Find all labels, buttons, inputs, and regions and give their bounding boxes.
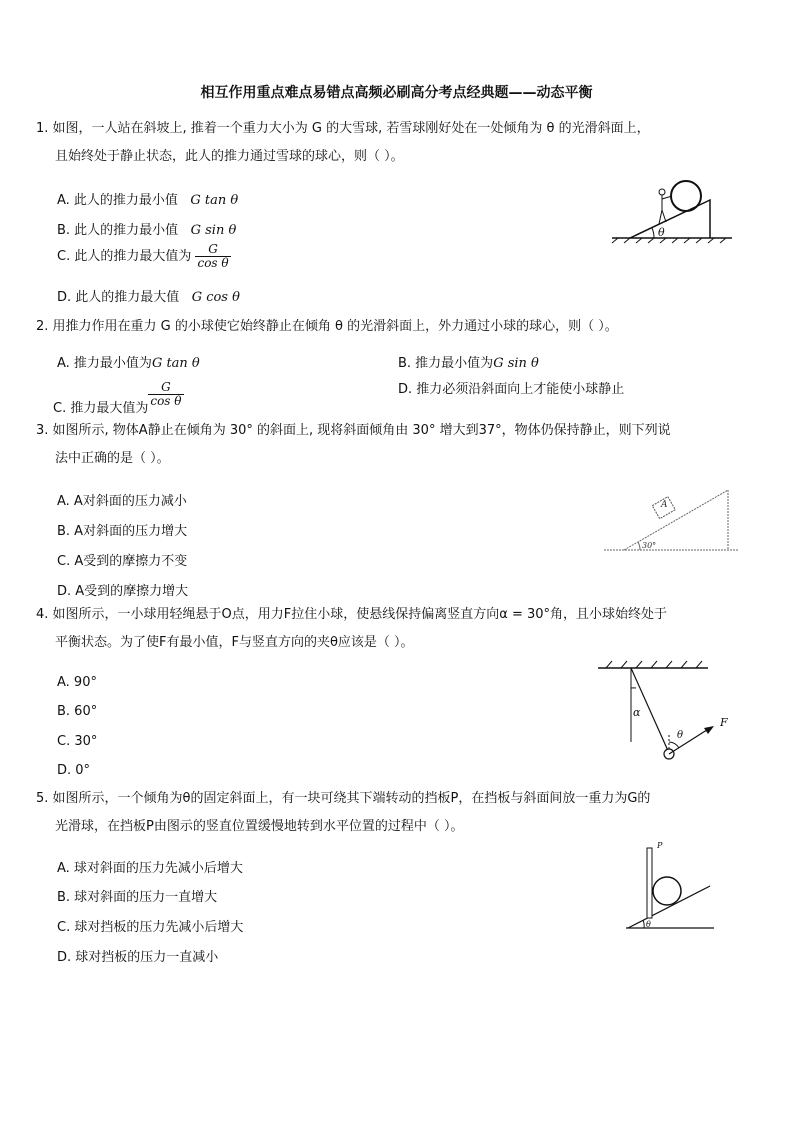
q5-figure-baffle-incline <box>624 842 716 932</box>
q2-option-b-math: G sin θ <box>493 356 539 371</box>
q3-option-d[interactable]: D. A受到的摩擦力增大 <box>57 584 189 599</box>
q5-fig-theta-label: θ <box>646 920 651 929</box>
q1-stem-line1: 1. 如图，一人站在斜坡上, 推着一个重力大小为 G 的大雪球, 若雪球刚好处在一处倾角为 θ 的光滑斜面上， <box>36 121 650 136</box>
q1-option-c-numerator: G <box>195 243 230 257</box>
q3-figure-block-incline <box>604 484 740 556</box>
q5-fig-ball <box>653 877 681 905</box>
q4-figure-pendulum <box>596 658 736 768</box>
q4-fig-force-line <box>669 728 710 754</box>
q2-option-c[interactable] <box>53 381 184 416</box>
q3-fig-angle-arc <box>638 542 640 550</box>
page-title: 相互作用重点难点易错点高频必刷高分考点经典题——动态平衡 <box>200 85 593 101</box>
q2-option-a[interactable] <box>57 352 200 371</box>
q3-stem-line2: 法中正确的是（ ）。 <box>55 451 170 466</box>
q5-option-c[interactable]: C. 球对挡板的压力先减小后增大 <box>57 920 244 935</box>
q2-option-a-label: A. 推力最小值为 <box>57 356 152 371</box>
q1-option-c[interactable] <box>57 243 231 270</box>
q5-fig-p-label: P <box>657 841 663 850</box>
q1-fig-theta-label: θ <box>658 226 665 239</box>
q5-stem-line1: 5. 如图所示，一个倾角为θ的固定斜面上，有一块可绕其下端转动的挡板P，在挡板与斜面间放一重力为G的 <box>36 791 651 806</box>
q1-option-b-label: B. 此人的推力最小值 <box>57 223 179 238</box>
q5-option-b[interactable]: B. 球对斜面的压力一直增大 <box>57 890 218 905</box>
q1-fig-snowball <box>671 181 701 211</box>
q1-option-a-math: G tan θ <box>190 193 239 208</box>
q4-option-c[interactable]: C. 30° <box>57 734 98 749</box>
q4-fig-force-arrowhead <box>704 726 714 734</box>
q5-fig-angle-arc <box>643 920 644 928</box>
q1-option-b[interactable] <box>57 219 236 238</box>
q5-option-d[interactable]: D. 球对挡板的压力一直减小 <box>57 950 219 965</box>
q3-option-c[interactable]: C. A受到的摩擦力不变 <box>57 554 188 569</box>
q4-stem-line1: 4. 如图所示，一小球用轻绳悬于O点，用力F拉住小球，使悬线保持偏离竖直方向α = 30°角，且小球始终处于 <box>36 607 668 622</box>
q3-fig-block-label: A <box>661 500 668 510</box>
q3-fig-incline <box>624 490 728 550</box>
q4-option-a[interactable]: A. 90° <box>57 675 97 690</box>
q1-fig-angle-arc <box>652 228 654 238</box>
q4-fig-alpha-label: α <box>633 706 641 719</box>
q3-option-b[interactable]: B. A对斜面的压力增大 <box>57 524 188 539</box>
q1-option-c-denominator: cos θ <box>197 256 229 270</box>
q3-stem-line1: 3. 如图所示, 物体A静止在倾角为 30° 的斜面上, 现将斜面倾角由 30° 增大到37°，物体仍保持静止，则下列说 <box>36 423 671 438</box>
q2-option-c-denominator: cos θ <box>150 394 182 408</box>
q2-option-c-numerator: G <box>148 381 183 395</box>
q5-option-a[interactable]: A. 球对斜面的压力先减小后增大 <box>57 861 243 876</box>
q2-option-b-label: B. 推力最小值为 <box>398 356 494 371</box>
q4-fig-ceiling-hatch <box>606 661 702 668</box>
q3-option-a[interactable]: A. A对斜面的压力减小 <box>57 494 187 509</box>
q4-stem-line2: 平衡状态。为了使F有最小值，F与竖直方向的夹θ应该是（ ）。 <box>55 635 414 650</box>
q1-option-d[interactable] <box>57 286 240 305</box>
q1-option-b-math: G sin θ <box>190 223 237 238</box>
q1-option-c-fraction <box>195 243 230 270</box>
q1-stem-line2: 且始终处于静止状态，此人的推力通过雪球的球心，则（ ）。 <box>55 149 404 164</box>
q1-option-d-math: G cos θ <box>191 290 240 305</box>
q3-fig-angle-label: 30° <box>642 541 657 550</box>
q4-option-d[interactable]: D. 0° <box>57 763 91 778</box>
q1-option-c-label: C. 此人的推力最大值为 <box>57 249 192 264</box>
q1-option-d-label: D. 此人的推力最大值 <box>57 290 180 305</box>
q2-option-a-math: G tan θ <box>151 356 200 371</box>
q1-option-a[interactable] <box>57 189 238 208</box>
q2-option-b[interactable] <box>398 352 539 371</box>
q4-fig-theta-arc <box>669 742 679 748</box>
q2-option-c-label: C. 推力最大值为 <box>53 401 149 416</box>
q2-option-c-fraction <box>148 381 183 408</box>
q1-option-a-label: A. 此人的推力最小值 <box>57 193 178 208</box>
q5-fig-baffle-plate <box>647 848 652 918</box>
q1-figure-snowball-slope <box>610 176 735 244</box>
q2-option-d[interactable]: D. 推力必须沿斜面向上才能使小球静止 <box>398 382 625 397</box>
q2-stem: 2. 用推力作用在重力 G 的小球使它始终静止在倾角 θ 的光滑斜面上，外力通过小球的球心，则（ ）。 <box>36 319 618 334</box>
q5-stem-line2: 光滑球，在挡板P由图示的竖直位置缓慢地转到水平位置的过程中（ ）。 <box>55 819 464 834</box>
q4-fig-theta-label: θ <box>677 730 684 741</box>
q4-fig-force-label: F <box>720 716 728 729</box>
q4-option-b[interactable]: B. 60° <box>57 704 98 719</box>
